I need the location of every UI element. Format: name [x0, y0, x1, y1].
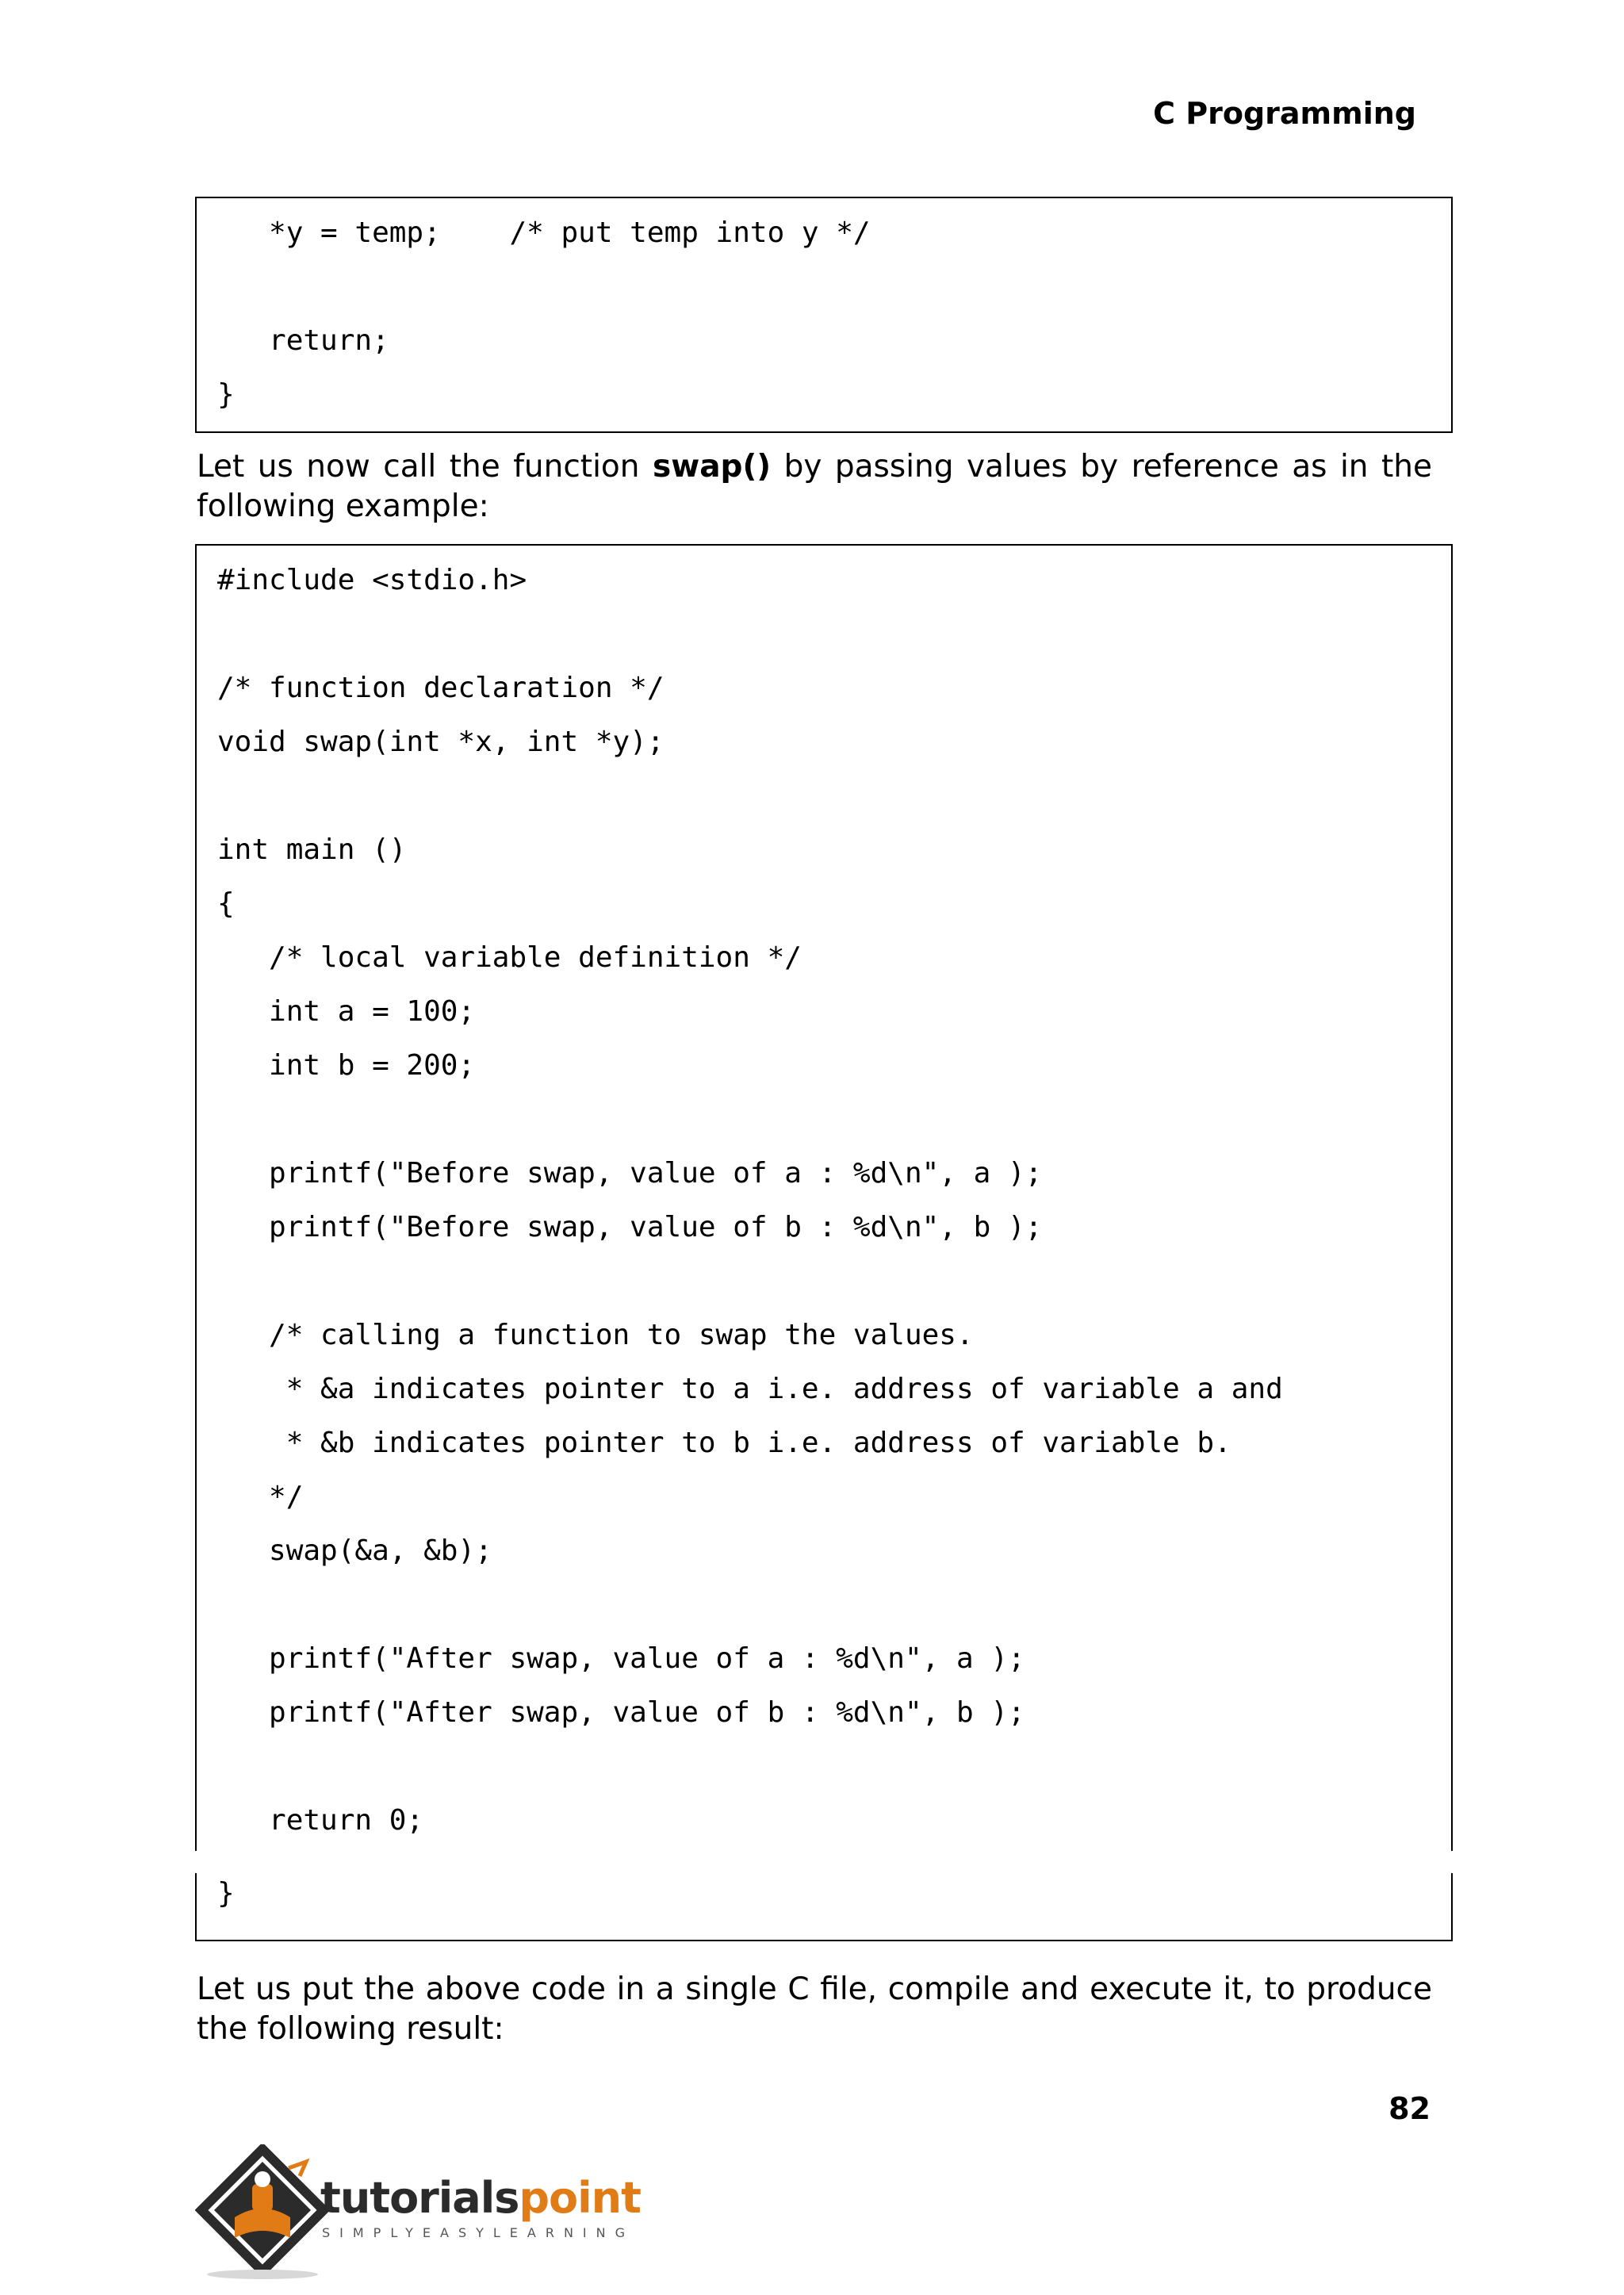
code-line: {	[217, 887, 235, 920]
function-name-swap: swap()	[652, 449, 772, 485]
body-paragraph-compile: Let us put the above code in a single C file, compile and execute it, to produce the following result:	[197, 1971, 1432, 2047]
code-line: int b = 200;	[217, 1049, 476, 1082]
code-line: return 0;	[217, 1804, 424, 1837]
tutorialspoint-logo	[195, 2144, 639, 2279]
code-line: * &b indicates pointer to b i.e. address of variable b.	[217, 1427, 1231, 1459]
border-gap	[193, 1851, 198, 1873]
paragraph-text: Let us now call the function	[197, 449, 653, 485]
code-line: */	[217, 1481, 304, 1513]
logo-tagline: SIMPLYEASYLEARNING	[322, 2225, 635, 2240]
logo-word-accent: point	[519, 2173, 641, 2223]
code-line: #include <stdio.h>	[217, 564, 527, 596]
code-line: /* local variable definition */	[217, 941, 802, 974]
code-line: printf("After swap, value of b : %d\n", b );	[217, 1696, 1025, 1729]
code-block-swap-example	[195, 544, 1453, 1941]
border-gap	[1450, 1851, 1454, 1873]
code-line: int a = 100;	[217, 995, 476, 1028]
code-line: }	[217, 378, 235, 411]
code-line: return;	[217, 324, 389, 357]
page-number: 82	[1388, 2091, 1431, 2126]
page-header-title: C Programming	[1153, 96, 1416, 131]
logo-diamond-icon	[195, 2144, 330, 2279]
code-line: printf("Before swap, value of b : %d\n", b );	[217, 1211, 1043, 1243]
paragraph-text: by passing values by reference as in the following example:	[197, 449, 1432, 524]
logo-word-dark: tutorials	[320, 2173, 519, 2223]
code-line: }	[217, 1877, 235, 1910]
code-line: printf("Before swap, value of a : %d\n", a );	[217, 1157, 1043, 1190]
code-block-continuation	[195, 197, 1453, 433]
body-paragraph-swap-call	[197, 447, 1432, 527]
code-line: /* function declaration */	[217, 672, 665, 704]
code-line: void swap(int *x, int *y);	[217, 726, 665, 758]
code-line: /* calling a function to swap the values.	[217, 1319, 974, 1351]
code-line: *y = temp; /* put temp into y */	[217, 216, 871, 249]
code-line: printf("After swap, value of a : %d\n", a );	[217, 1642, 1025, 1675]
code-line: * &a indicates pointer to a i.e. address of variable a and	[217, 1373, 1283, 1405]
code-line: int main ()	[217, 833, 407, 866]
code-line: swap(&a, &b);	[217, 1534, 492, 1567]
logo-wordmark	[320, 2174, 641, 2222]
